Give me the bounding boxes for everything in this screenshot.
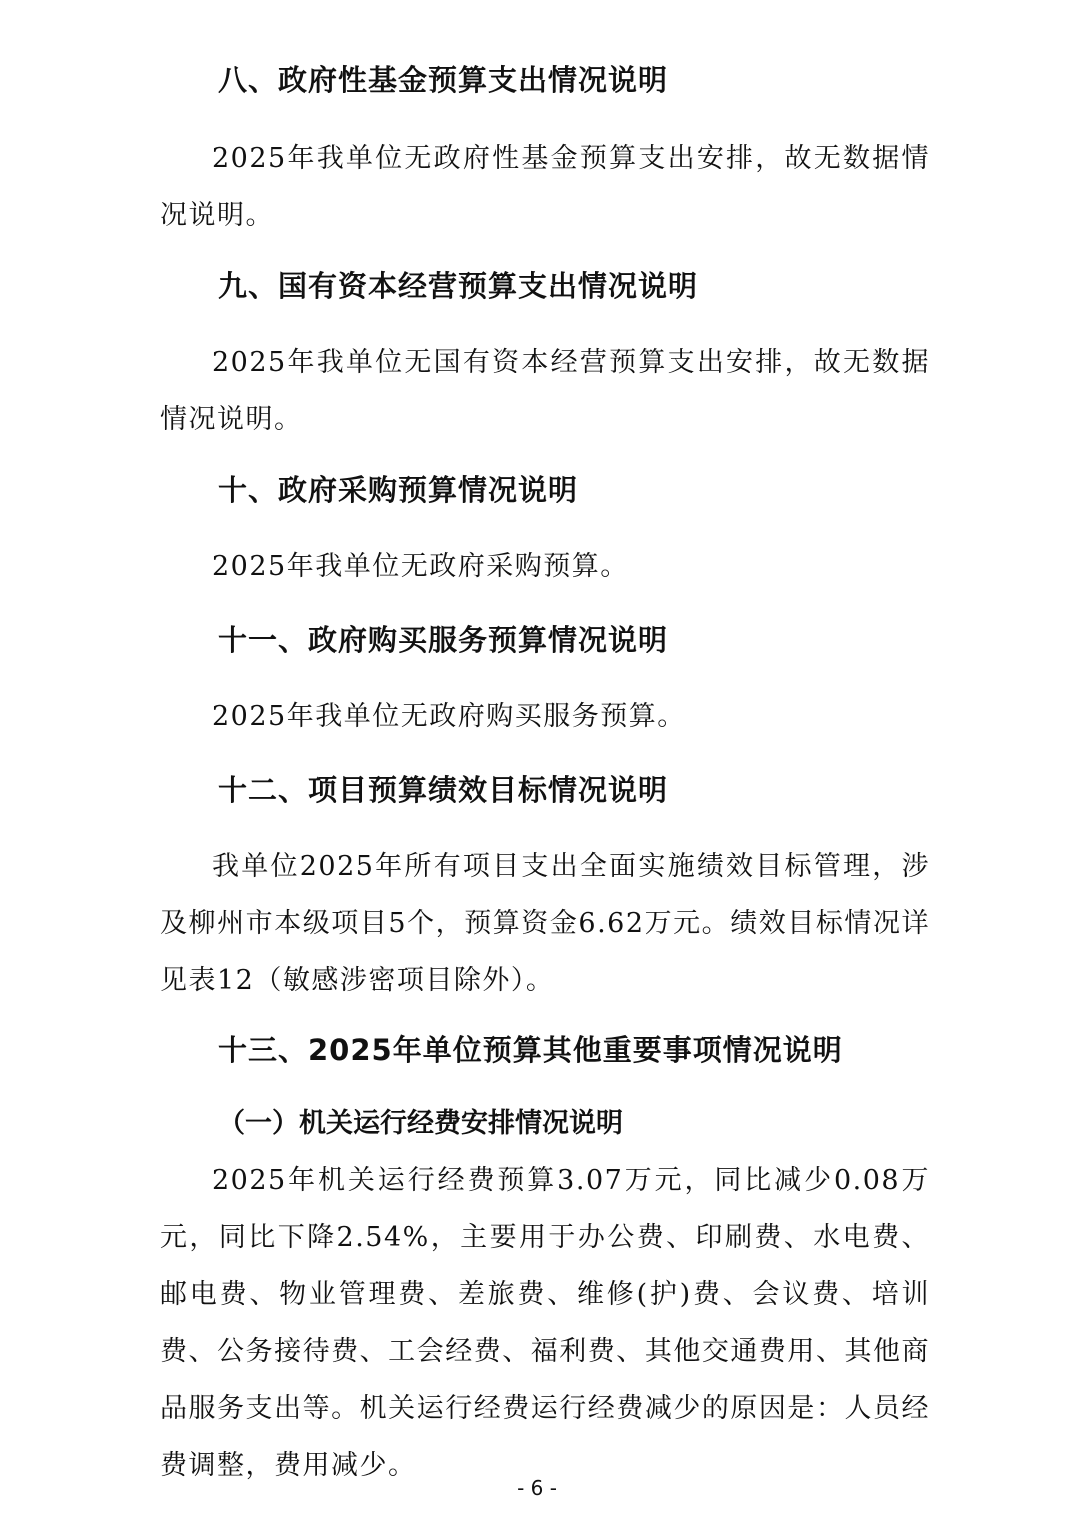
section-9-title: 九、国有资本经营预算支出情况说明 [218, 269, 699, 303]
section-13-title: 十三、2025年单位预算其他重要事项情况说明 [218, 1033, 843, 1067]
section-12-title: 十二、项目预算绩效目标情况说明 [218, 773, 669, 807]
section-11-body: 2025年我单位无政府购买服务预算。 [212, 701, 686, 732]
section-10-title: 十、政府采购预算情况说明 [218, 473, 579, 507]
section-8-body: 2025年我单位无政府性基金预算支出安排，故无数据情况说明。 [160, 143, 930, 231]
section-13-subsection-1-body: 2025年机关运行经费预算3.07万元，同比减少0.08万元，同比下降2.54%，主要用于办公费、印刷费、水电费、邮电费、物业管理费、差旅费、维修(护)费、会议费、培训费、公务接待费、工会经费、福利费、其他交通费用、其他商品服务支出等。机关运行经费运行经费减少的原因是：人员经费调整，费用减少。 [160, 1165, 930, 1481]
section-9-body: 2025年我单位无国有资本经营预算支出安排，故无数据情况说明。 [160, 347, 930, 435]
section-13-subsection-1-title: （一）机关运行经费安排情况说明 [218, 1108, 623, 1139]
page-number: - 6 - [517, 1476, 557, 1500]
section-11-title: 十一、政府购买服务预算情况说明 [218, 623, 669, 657]
section-12-body: 我单位2025年所有项目支出全面实施绩效目标管理，涉及柳州市本级项目5个，预算资金6.62万元。绩效目标情况详见表12（敏感涉密项目除外）。 [160, 851, 930, 996]
section-10-body: 2025年我单位无政府采购预算。 [212, 551, 629, 582]
section-8-title: 八、政府性基金预算支出情况说明 [218, 63, 669, 97]
